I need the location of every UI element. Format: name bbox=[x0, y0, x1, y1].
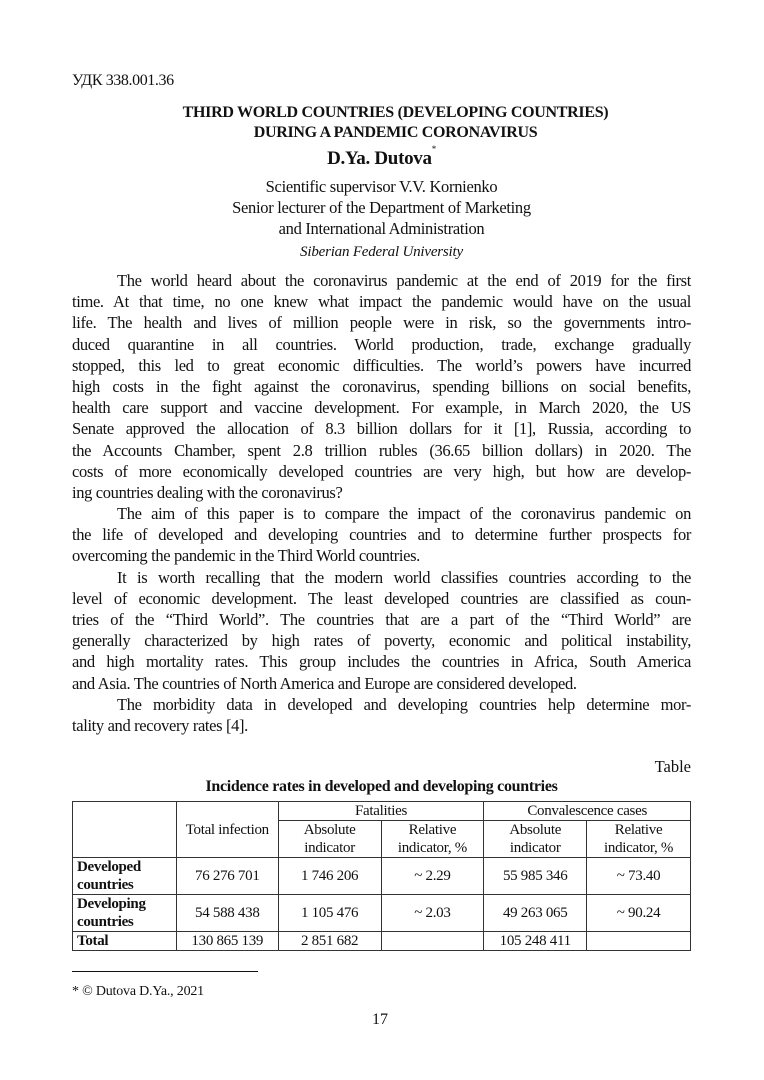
header-fatalities: Fatalities bbox=[278, 802, 484, 821]
body-line: and high mortality rates. This group includes the countries in Africa, South America bbox=[72, 652, 691, 672]
table-caption: Incidence rates in developed and developing countries bbox=[205, 778, 558, 795]
body-line: The morbidity data in developed and developing countries help determine mor- bbox=[117, 694, 691, 714]
cell-convalescence-absolute: 49 263 065 bbox=[484, 895, 587, 932]
body-line: stopped, this led to great economic difficulties. The world’s powers have incurred bbox=[72, 355, 691, 375]
incidence-table bbox=[72, 801, 691, 951]
body-line: the life of developed and developing countries and to determine further prospects for bbox=[72, 525, 691, 545]
body-line: The aim of this paper is to compare the impact of the coronavirus pandemic on bbox=[117, 504, 691, 524]
body-line: the Accounts Chamber, spent 2.8 trillion rubles (36.65 billion dollars) in 2020. The bbox=[72, 440, 691, 460]
cell-fatalities-relative bbox=[381, 932, 484, 951]
header-convalescence-relative: Relative indicator, % bbox=[587, 821, 691, 858]
table-row bbox=[73, 858, 691, 895]
header-empty bbox=[73, 802, 177, 858]
body-line: life. The health and lives of million people were in risk, so the governments intro- bbox=[72, 313, 691, 333]
body-line: health care support and vaccine development. For example, in March 2020, the US bbox=[72, 398, 691, 418]
cell-fatalities-absolute: 1 105 476 bbox=[278, 895, 381, 932]
title-line-1: THIRD WORLD COUNTRIES (DEVELOPING COUNTRIES) bbox=[182, 104, 609, 121]
body-line: overcoming the pandemic in the Third World countries. bbox=[72, 546, 420, 566]
cell-fatalities-absolute: 1 746 206 bbox=[278, 858, 381, 895]
department-line-2: and International Administration bbox=[278, 219, 485, 238]
body-line: Senate approved the allocation of 8.3 billion dollars for it [1], Russia, according to bbox=[72, 419, 691, 439]
body-line: time. At that time, no one knew what impact the pandemic would have on the usual bbox=[72, 292, 691, 312]
author-name-text: D.Ya. Dutova bbox=[327, 148, 432, 169]
row-label: Developing countries bbox=[73, 895, 177, 932]
header-fatalities-absolute: Absolute indicator bbox=[278, 821, 381, 858]
body-line: It is worth recalling that the modern world classifies countries according to the bbox=[117, 567, 691, 587]
udk-code: УДК 338.001.36 bbox=[72, 72, 174, 89]
page-number: 17 bbox=[372, 1011, 388, 1028]
cell-convalescence-absolute: 55 985 346 bbox=[484, 858, 587, 895]
department-line-1: Senior lecturer of the Department of Marketing bbox=[232, 198, 531, 217]
body-line: level of economic development. The least developed countries are classified as coun- bbox=[72, 588, 691, 608]
cell-total: 54 588 438 bbox=[176, 895, 278, 932]
body-line: duced quarantine in all countries. World production, trade, exchange gradually bbox=[72, 334, 691, 354]
body-line: The world heard about the coronavirus pandemic at the end of 2019 for the first bbox=[117, 271, 691, 290]
row-label: Total bbox=[73, 932, 177, 951]
cell-fatalities-relative: ~ 2.29 bbox=[381, 858, 484, 895]
author-name bbox=[72, 144, 691, 170]
cell-fatalities-relative: ~ 2.03 bbox=[381, 895, 484, 932]
header-fatalities-relative: Relative indicator, % bbox=[381, 821, 484, 858]
body-line: and Asia. The countries of North America and Europe are considered developed. bbox=[72, 673, 577, 693]
footnote-mark: * bbox=[431, 144, 436, 154]
table-row bbox=[73, 895, 691, 932]
row-label: Developed countries bbox=[73, 858, 177, 895]
header-convalescence-absolute: Absolute indicator bbox=[484, 821, 587, 858]
footnote-divider bbox=[72, 971, 258, 972]
cell-fatalities-absolute: 2 851 682 bbox=[278, 932, 381, 951]
body-line: generally characterized by high rates of poverty, economic and political instability, bbox=[72, 631, 691, 651]
cell-convalescence-relative: ~ 73.40 bbox=[587, 858, 691, 895]
body-line: tality and recovery rates [4]. bbox=[72, 715, 248, 735]
cell-convalescence-relative: ~ 90.24 bbox=[587, 895, 691, 932]
table-row-total bbox=[73, 932, 691, 951]
header-convalescence: Convalescence cases bbox=[484, 802, 691, 821]
cell-total: 130 865 139 bbox=[176, 932, 278, 951]
footnote: * © Dutova D.Ya., 2021 bbox=[72, 984, 204, 999]
supervisor-line: Scientific supervisor V.V. Kornienko bbox=[265, 177, 498, 196]
body-line: ing countries dealing with the coronavirus? bbox=[72, 482, 343, 502]
body-line: costs of more economically developed countries are very high, but how are develop- bbox=[72, 461, 691, 481]
cell-total: 76 276 701 bbox=[176, 858, 278, 895]
body-line: tries of the “Third World”. The countries that are a part of the “Third World” are bbox=[72, 610, 691, 629]
cell-convalescence-absolute: 105 248 411 bbox=[484, 932, 587, 951]
cell-convalescence-relative bbox=[587, 932, 691, 951]
header-total-infection: Total infection bbox=[176, 802, 278, 858]
title-line-2: DURING A PANDEMIC CORONAVIRUS bbox=[253, 124, 538, 141]
table-label: Table bbox=[654, 757, 691, 776]
university: Siberian Federal University bbox=[300, 244, 463, 260]
body-text bbox=[72, 270, 691, 736]
body-line: high costs in the fight against the coronavirus, spending billions on social benefits, bbox=[72, 376, 691, 396]
